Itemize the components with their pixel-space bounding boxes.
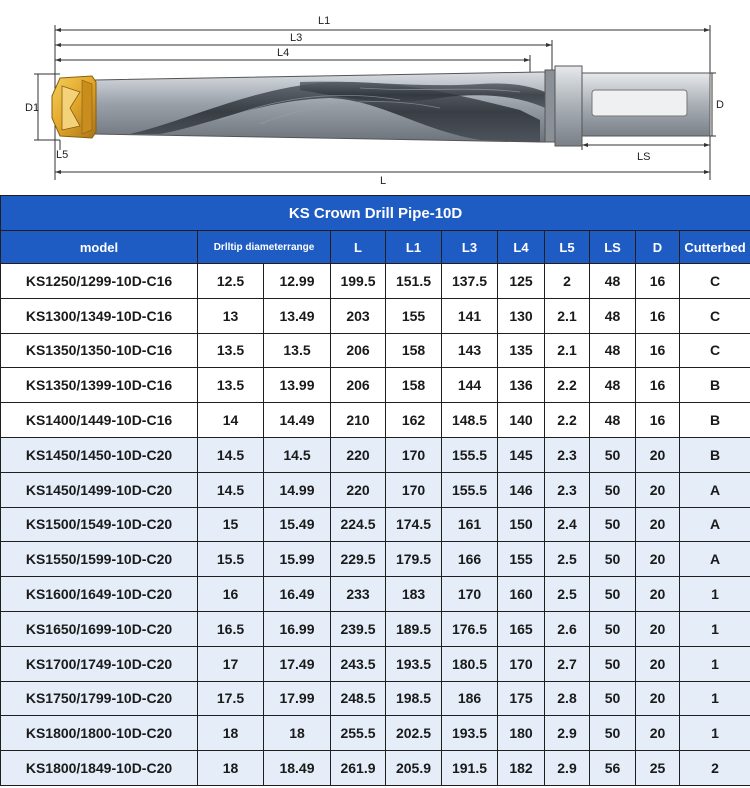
cell-bed: C: [680, 298, 750, 333]
cell-L4: 165: [498, 611, 545, 646]
table-row: [1, 577, 750, 612]
label-D: D: [716, 99, 724, 111]
cell-D: 20: [636, 437, 680, 472]
cell-model: KS1350/1350-10D-C16: [1, 333, 198, 368]
cell-model: KS1550/1599-10D-C20: [1, 542, 198, 577]
cell-L3: 170: [442, 577, 498, 612]
cell-L5: 2.7: [545, 646, 590, 681]
cell-L5: 2: [545, 264, 590, 299]
cell-L: 229.5: [331, 542, 386, 577]
header-D: D: [636, 231, 680, 264]
cell-L4: 140: [498, 403, 545, 438]
drill-dimension-drawing: [0, 0, 750, 195]
cell-model: KS1250/1299-10D-C16: [1, 264, 198, 299]
cell-L5: 2.9: [545, 716, 590, 751]
cell-L4: 135: [498, 333, 545, 368]
cell-L1: 155: [386, 298, 442, 333]
cell-LS: 50: [590, 472, 636, 507]
cell-D: 20: [636, 542, 680, 577]
cell-L5: 2.5: [545, 577, 590, 612]
cell-L3: 191.5: [442, 751, 498, 786]
cell-D: 20: [636, 646, 680, 681]
cell-L5: 2.8: [545, 681, 590, 716]
cell-model: KS1650/1699-10D-C20: [1, 611, 198, 646]
cell-L3: 144: [442, 368, 498, 403]
cell-L: 199.5: [331, 264, 386, 299]
table-row: [1, 472, 750, 507]
cell-L4: 145: [498, 437, 545, 472]
cell-L5: 2.2: [545, 368, 590, 403]
drill-drawing-svg: [0, 0, 750, 195]
cell-L: 206: [331, 368, 386, 403]
cell-dmax: 17.99: [264, 681, 331, 716]
cell-L5: 2.3: [545, 472, 590, 507]
cell-D: 20: [636, 472, 680, 507]
crown-insert: [52, 76, 96, 138]
cell-L1: 174.5: [386, 507, 442, 542]
cell-bed: B: [680, 368, 750, 403]
cell-L5: 2.2: [545, 403, 590, 438]
cell-D: 20: [636, 716, 680, 751]
cell-bed: 1: [680, 716, 750, 751]
cell-L: 255.5: [331, 716, 386, 751]
cell-L1: 183: [386, 577, 442, 612]
cell-L1: 151.5: [386, 264, 442, 299]
table-row: [1, 611, 750, 646]
cell-dmin: 17: [198, 646, 264, 681]
cell-LS: 48: [590, 333, 636, 368]
cell-dmin: 15.5: [198, 542, 264, 577]
cell-dmin: 17.5: [198, 681, 264, 716]
cell-model: KS1600/1649-10D-C20: [1, 577, 198, 612]
table-row: [1, 264, 750, 299]
header-L5: L5: [545, 231, 590, 264]
cell-L: 220: [331, 472, 386, 507]
cell-bed: A: [680, 542, 750, 577]
cell-L1: 193.5: [386, 646, 442, 681]
cell-L1: 202.5: [386, 716, 442, 751]
cell-dmin: 14.5: [198, 437, 264, 472]
cell-dmin: 13: [198, 298, 264, 333]
cell-model: KS1800/1800-10D-C20: [1, 716, 198, 751]
cell-bed: 1: [680, 577, 750, 612]
cell-L4: 136: [498, 368, 545, 403]
cell-D: 16: [636, 298, 680, 333]
cell-L1: 158: [386, 368, 442, 403]
cell-dmin: 14.5: [198, 472, 264, 507]
cell-dmin: 12.5: [198, 264, 264, 299]
cell-bed: C: [680, 333, 750, 368]
cell-LS: 50: [590, 716, 636, 751]
cell-D: 16: [636, 264, 680, 299]
cell-L3: 193.5: [442, 716, 498, 751]
cell-L5: 2.6: [545, 611, 590, 646]
cell-D: 20: [636, 611, 680, 646]
cell-L5: 2.4: [545, 507, 590, 542]
cell-L1: 158: [386, 333, 442, 368]
cell-dmax: 18: [264, 716, 331, 751]
cell-LS: 48: [590, 264, 636, 299]
header-cutterbed: Cutterbed: [680, 231, 750, 264]
cell-L3: 180.5: [442, 646, 498, 681]
cell-L1: 205.9: [386, 751, 442, 786]
collar-ring: [545, 70, 555, 142]
cell-L4: 182: [498, 751, 545, 786]
cell-L: 220: [331, 437, 386, 472]
cell-L: 233: [331, 577, 386, 612]
cell-D: 25: [636, 751, 680, 786]
cell-L3: 166: [442, 542, 498, 577]
cell-dmin: 13.5: [198, 333, 264, 368]
cell-L: 203: [331, 298, 386, 333]
cell-dmax: 13.49: [264, 298, 331, 333]
cell-L: 261.9: [331, 751, 386, 786]
table-row: [1, 368, 750, 403]
cell-L4: 130: [498, 298, 545, 333]
table-row: [1, 681, 750, 716]
flange: [555, 66, 582, 146]
label-LS: LS: [637, 151, 651, 163]
cell-D: 16: [636, 333, 680, 368]
cell-L3: 155.5: [442, 472, 498, 507]
header-L3: L3: [442, 231, 498, 264]
cell-bed: C: [680, 264, 750, 299]
cell-dmax: 16.99: [264, 611, 331, 646]
cell-model: KS1450/1450-10D-C20: [1, 437, 198, 472]
table-row: [1, 507, 750, 542]
cell-L5: 2.1: [545, 298, 590, 333]
cell-bed: 2: [680, 751, 750, 786]
cell-L: 243.5: [331, 646, 386, 681]
cell-dmax: 13.99: [264, 368, 331, 403]
cell-L4: 175: [498, 681, 545, 716]
cell-LS: 48: [590, 403, 636, 438]
cell-model: KS1750/1799-10D-C20: [1, 681, 198, 716]
cell-bed: B: [680, 437, 750, 472]
cell-dmin: 13.5: [198, 368, 264, 403]
cell-D: 20: [636, 577, 680, 612]
cell-D: 20: [636, 507, 680, 542]
table-row: [1, 437, 750, 472]
cell-L4: 170: [498, 646, 545, 681]
table-row: [1, 298, 750, 333]
table-row: [1, 646, 750, 681]
cell-L4: 150: [498, 507, 545, 542]
cell-dmin: 14: [198, 403, 264, 438]
cell-L: 210: [331, 403, 386, 438]
cell-LS: 50: [590, 437, 636, 472]
cell-dmin: 18: [198, 751, 264, 786]
header-drilltip: Drlltip diameterrange: [198, 231, 331, 264]
cell-LS: 50: [590, 611, 636, 646]
cell-dmax: 14.5: [264, 437, 331, 472]
drill-body: [95, 72, 552, 142]
label-L1: L1: [318, 15, 331, 27]
cell-dmin: 15: [198, 507, 264, 542]
cell-D: 16: [636, 368, 680, 403]
cell-L1: 189.5: [386, 611, 442, 646]
cell-L3: 148.5: [442, 403, 498, 438]
label-L5: L5: [56, 149, 69, 161]
cell-LS: 50: [590, 577, 636, 612]
cell-model: KS1450/1499-10D-C20: [1, 472, 198, 507]
cell-LS: 56: [590, 751, 636, 786]
table-row: [1, 403, 750, 438]
spec-table: [0, 195, 750, 786]
cell-L3: 143: [442, 333, 498, 368]
cell-LS: 50: [590, 681, 636, 716]
label-L4: L4: [277, 47, 290, 59]
cell-L: 248.5: [331, 681, 386, 716]
cell-dmax: 12.99: [264, 264, 331, 299]
cell-L5: 2.5: [545, 542, 590, 577]
label-L3: L3: [290, 32, 303, 44]
cell-bed: A: [680, 507, 750, 542]
table-row: [1, 542, 750, 577]
table-body: [1, 264, 750, 786]
table-title: KS Crown Drill Pipe-10D: [1, 196, 750, 231]
cell-dmax: 14.49: [264, 403, 331, 438]
cell-bed: 1: [680, 681, 750, 716]
cell-model: KS1700/1749-10D-C20: [1, 646, 198, 681]
cell-LS: 50: [590, 542, 636, 577]
cell-model: KS1800/1849-10D-C20: [1, 751, 198, 786]
cell-dmax: 15.49: [264, 507, 331, 542]
cell-L3: 141: [442, 298, 498, 333]
cell-dmin: 16: [198, 577, 264, 612]
cell-L3: 176.5: [442, 611, 498, 646]
cell-L3: 155.5: [442, 437, 498, 472]
shank-flat: [592, 90, 687, 116]
header-LS: LS: [590, 231, 636, 264]
cell-dmax: 18.49: [264, 751, 331, 786]
cell-L4: 155: [498, 542, 545, 577]
cell-dmax: 13.5: [264, 333, 331, 368]
cell-L4: 125: [498, 264, 545, 299]
cell-dmax: 15.99: [264, 542, 331, 577]
header-L1: L1: [386, 231, 442, 264]
cell-L4: 180: [498, 716, 545, 751]
cell-L5: 2.9: [545, 751, 590, 786]
cell-dmax: 14.99: [264, 472, 331, 507]
cell-model: KS1500/1549-10D-C20: [1, 507, 198, 542]
cell-L3: 161: [442, 507, 498, 542]
cell-bed: A: [680, 472, 750, 507]
cell-L5: 2.1: [545, 333, 590, 368]
header-L4: L4: [498, 231, 545, 264]
cell-LS: 50: [590, 507, 636, 542]
cell-LS: 48: [590, 298, 636, 333]
cell-bed: 1: [680, 646, 750, 681]
cell-L1: 162: [386, 403, 442, 438]
header-model: model: [1, 231, 198, 264]
cell-bed: B: [680, 403, 750, 438]
cell-model: KS1400/1449-10D-C16: [1, 403, 198, 438]
cell-D: 20: [636, 681, 680, 716]
cell-L: 224.5: [331, 507, 386, 542]
label-L: L: [380, 175, 387, 187]
cell-LS: 50: [590, 646, 636, 681]
cell-L4: 146: [498, 472, 545, 507]
cell-D: 16: [636, 403, 680, 438]
cell-model: KS1300/1349-10D-C16: [1, 298, 198, 333]
cell-dmax: 17.49: [264, 646, 331, 681]
table-row: [1, 716, 750, 751]
cell-L1: 198.5: [386, 681, 442, 716]
cell-L: 206: [331, 333, 386, 368]
cell-L1: 170: [386, 472, 442, 507]
cell-L5: 2.3: [545, 437, 590, 472]
cell-L1: 170: [386, 437, 442, 472]
header-L: L: [331, 231, 386, 264]
cell-L: 239.5: [331, 611, 386, 646]
table-row: [1, 751, 750, 786]
cell-dmax: 16.49: [264, 577, 331, 612]
label-D1: D1: [25, 102, 40, 114]
cell-L3: 186: [442, 681, 498, 716]
cell-LS: 48: [590, 368, 636, 403]
cell-dmin: 18: [198, 716, 264, 751]
cell-bed: 1: [680, 611, 750, 646]
cell-model: KS1350/1399-10D-C16: [1, 368, 198, 403]
cell-L1: 179.5: [386, 542, 442, 577]
cell-L3: 137.5: [442, 264, 498, 299]
cell-L4: 160: [498, 577, 545, 612]
table-row: [1, 333, 750, 368]
cell-dmin: 16.5: [198, 611, 264, 646]
